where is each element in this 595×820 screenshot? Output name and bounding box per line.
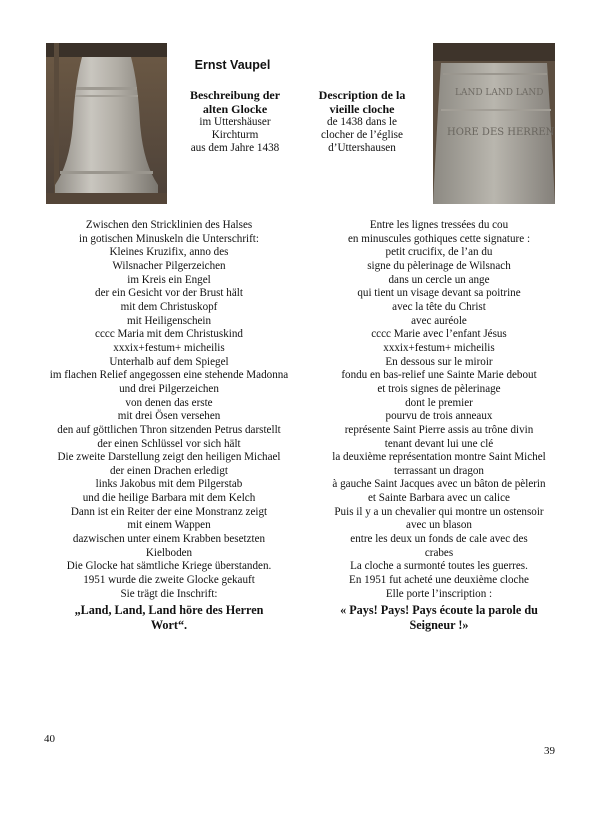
text-line: fondu en bas-relief une Sainte Marie debout (341, 369, 537, 382)
bell-photo-left (46, 43, 167, 204)
text-line: et trois signes de pèlerinage (377, 382, 501, 395)
text-line: cccc Maria mit dem Christuskind (95, 328, 243, 341)
text-line: Elle porte l’inscription : (385, 587, 493, 600)
bell-inscription-image (433, 43, 555, 204)
text-line: en minuscules gothiques cette signature : (347, 232, 531, 245)
text-line: links Jakobus mit dem Pilgerstab (95, 478, 243, 491)
text-line: cccc Marie avec l’enfant Jésus (371, 328, 507, 341)
text-line: crabes (424, 546, 454, 559)
text-line: 1951 wurde die zweite Glocke gekauft (83, 574, 255, 587)
text-line: terrassant un dragon (394, 464, 484, 477)
text-line: Entre les lignes tressées du cou (369, 219, 509, 231)
text-line: in gotischen Minuskeln die Unterschrift: (79, 232, 259, 245)
text-line: den auf göttlichen Thron sitzenden Petrus darstellt (57, 423, 281, 436)
text-line: mit Heiligenschein (126, 314, 212, 327)
german-title-line: Beschreibung der (189, 88, 281, 102)
text-line: qui tient un visage devant sa poitrine (357, 287, 521, 300)
text-line: pourvu de trois anneaux (385, 410, 493, 423)
text-line: Unterhalb auf dem Spiegel (109, 355, 229, 368)
text-line: mit drei Ösen versehen (117, 410, 221, 423)
text-line: Kielboden (145, 546, 193, 559)
text-line: La cloche a surmonté toutes les guerres. (350, 560, 528, 573)
bell-image (46, 43, 167, 204)
text-line: Zwischen den Stricklinien des Halses (85, 219, 253, 231)
text-line: xxxix+festum+ micheilis (113, 341, 225, 354)
text-line: im flachen Relief angegossen eine stehende Madonna (49, 369, 289, 382)
text-line: signe du pèlerinage de Wilsnach (367, 259, 511, 272)
text-line: Wilsnacher Pilgerzeichen (112, 259, 226, 272)
text-line: représente Saint Pierre assis au trône divin (344, 423, 534, 436)
french-description (310, 219, 568, 633)
inscription-quote: Seigneur !» (409, 618, 469, 633)
text-line: Kleines Kruzifix, anno des (109, 246, 229, 259)
author-name: Ernst Vaupel (194, 58, 271, 72)
page-number-left: 40 (44, 733, 55, 745)
text-line: à gauche Saint Jacques avec un bâton de pèlerin (332, 478, 546, 491)
text-line: dont le premier (405, 396, 473, 409)
french-title-line: Description de la (318, 88, 406, 102)
text-line: Dann ist ein Reiter der eine Monstranz zeigt (70, 505, 268, 518)
text-line: der einen Drachen erledigt (110, 464, 228, 477)
german-heading (176, 89, 294, 156)
bell-photo-right (433, 43, 555, 204)
text-line: der einen Schlüssel vor sich hält (97, 437, 241, 450)
french-subtitle-line: clocher de l’église (321, 129, 403, 142)
german-subtitle-line: im Uttershäuser (199, 116, 271, 128)
text-line: Sie trägt die Inschrift: (120, 587, 218, 600)
inscription-quote: „Land, Land, Land höre des Herren (74, 603, 264, 618)
text-line: avec la tête du Christ (392, 300, 486, 313)
text-line: dans un cercle un ange (388, 273, 490, 286)
text-line: entre les deux un fonds de cale avec des (350, 533, 528, 546)
text-line: En 1951 fut acheté une deuxième cloche (349, 574, 529, 587)
text-line: Die zweite Darstellung zeigt den heiligen Michael (57, 451, 281, 464)
french-subtitle-line: d’Uttershausen (328, 142, 396, 155)
text-line: petit crucifix, de l’an du (385, 246, 493, 259)
text-line: la deuxième représentation montre Saint Michel (332, 451, 546, 464)
page-number-right: 39 (544, 745, 555, 757)
text-line: avec auréole (411, 314, 467, 327)
text-line: im Kreis ein Engel (127, 273, 211, 286)
text-line: En dessous sur le miroir (385, 355, 493, 368)
text-line: et Sainte Barbara avec un calice (368, 492, 510, 505)
inscription-quote: Wort“. (150, 618, 188, 633)
inscription-text-2: HORE DES HERREN (447, 127, 555, 138)
german-title-line: alten Glocke (202, 101, 268, 116)
french-title-line: vieille cloche (329, 101, 395, 116)
text-line: mit einem Wappen (127, 519, 211, 532)
text-line: xxxix+festum+ micheilis (383, 341, 495, 354)
inscription-quote: « Pays! Pays! Pays écoute la parole du (340, 603, 538, 618)
text-line: Die Glocke hat sämtliche Kriege überstanden. (66, 560, 272, 573)
text-line: dazwischen unter einem Krabben besetzten (72, 533, 266, 546)
text-line: avec un blason (406, 519, 472, 532)
text-line: und die heilige Barbara mit dem Kelch (82, 492, 256, 505)
german-subtitle-line: aus dem Jahre 1438 (190, 142, 280, 155)
text-line: von denen das erste (125, 396, 213, 409)
text-line: tenant devant lui une clé (384, 437, 494, 450)
text-line: Puis il y a un chevalier qui montre un ostensoir (334, 505, 544, 518)
french-subtitle-line: de 1438 dans le (327, 116, 397, 128)
french-heading (303, 89, 421, 156)
text-line: und drei Pilgerzeichen (119, 382, 219, 395)
inscription-text-1: LAND LAND LAND (455, 88, 544, 98)
text-line: der ein Gesicht vor der Brust hält (95, 287, 243, 300)
german-subtitle-line: Kirchturm (211, 129, 259, 142)
text-line: mit dem Christuskopf (120, 300, 218, 313)
german-description (34, 219, 304, 633)
